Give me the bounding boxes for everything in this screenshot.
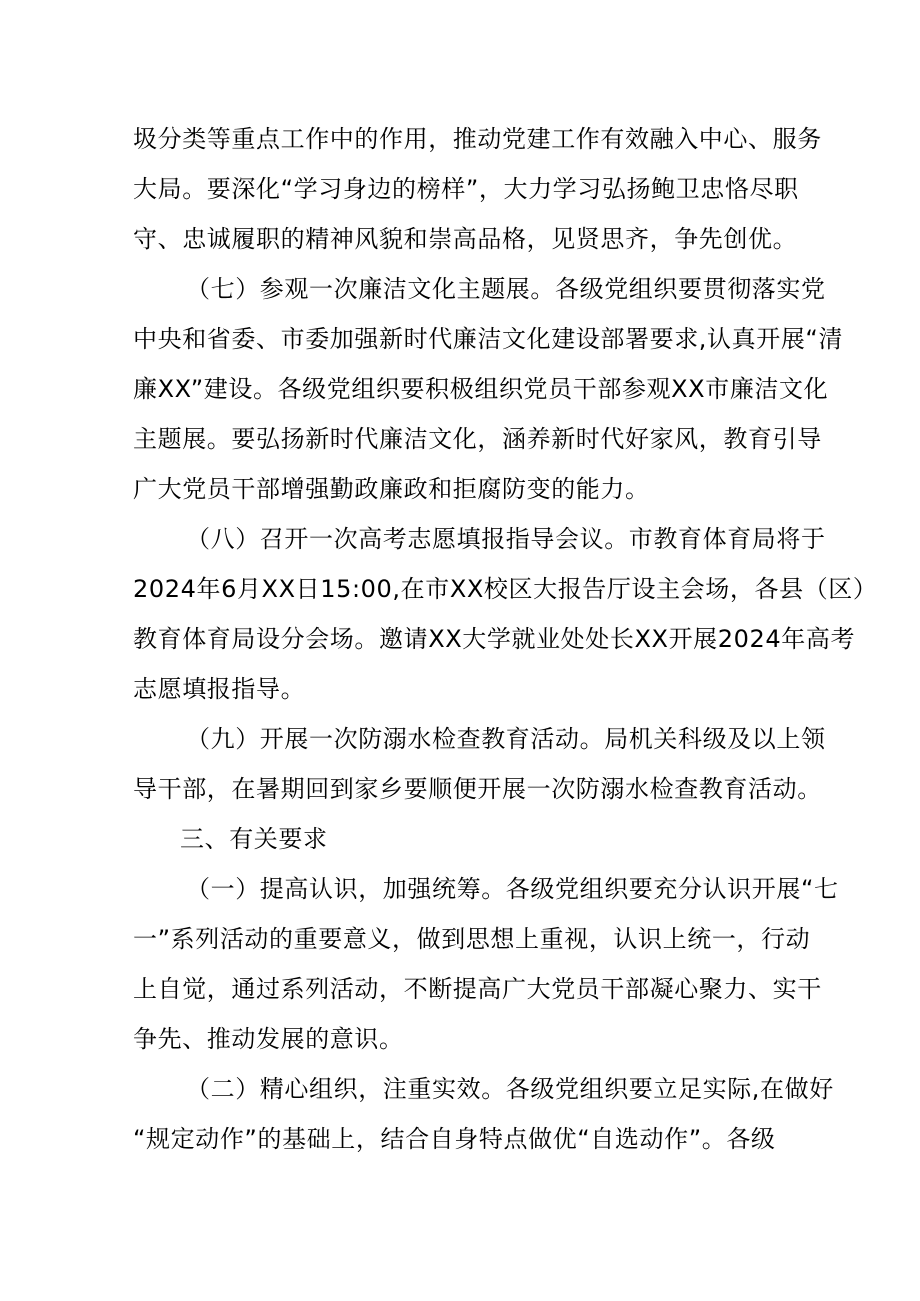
- text-line-14: 导干部，在暑期回到家乡要顺便开展一次防溺水检查教育活动。: [133, 775, 822, 803]
- text-line-18: 上自觉，通过系列活动，不断提高广大党员干部凝心聚力、实干: [133, 975, 822, 1003]
- text-line-3: 守、忠诚履职的精神风貌和崇高品格，见贤思齐，争先创优。: [133, 225, 798, 253]
- text-line-12: 志愿填报指导。: [133, 675, 306, 703]
- text-line-21: “规定动作”的基础上，结合自身特点做优“自选动作”。各级: [133, 1125, 776, 1153]
- section-heading-requirements: 三、有关要求: [180, 825, 328, 853]
- text-line-6: 廉XX”建设。各级党组织要积极组织党员干部参观XX市廉洁文化: [133, 375, 829, 403]
- paragraph-seven-start: （七）参观一次廉洁文化主题展。各级党组织要贯彻落实党: [186, 275, 826, 303]
- text-line-7: 主题展。要弘扬新时代廉洁文化，涵养新时代好家风，教育引导: [133, 425, 822, 453]
- text-line-5: 中央和省委、市委加强新时代廉洁文化建设部署要求,认真开展“清: [133, 325, 844, 353]
- text-line-10: 2024年6月XX日15:00,在市XX校区大报告厅设主会场，各县（区）: [133, 575, 878, 603]
- text-line-19: 争先、推动发展的意识。: [133, 1025, 404, 1053]
- text-line-17: 一”系列活动的重要意义，做到思想上重视，认识上统一，行动: [133, 925, 811, 953]
- text-line-2: 大局。要深化“学习身边的榜样”，大力学习弘扬鲍卫忠恪尽职: [133, 175, 799, 203]
- requirement-one-start: （一）提高认识，加强统筹。各级党组织要充分认识开展“七: [186, 875, 839, 903]
- paragraph-nine-start: （九）开展一次防溺水检查教育活动。局机关科级及以上领: [186, 725, 826, 753]
- paragraph-eight-start: （八）召开一次高考志愿填报指导会议。市教育体育局将于: [186, 525, 826, 553]
- text-line-1: 圾分类等重点工作中的作用，推动党建工作有效融入中心、服务: [133, 125, 822, 153]
- text-line-11: 教育体育局设分会场。邀请XX大学就业处处长XX开展2024年高考: [133, 625, 856, 653]
- requirement-two-start: （二）精心组织，注重实效。各级党组织要立足实际,在做好: [186, 1075, 834, 1103]
- text-line-8: 广大党员干部增强勤政廉政和拒腐防变的能力。: [133, 475, 650, 503]
